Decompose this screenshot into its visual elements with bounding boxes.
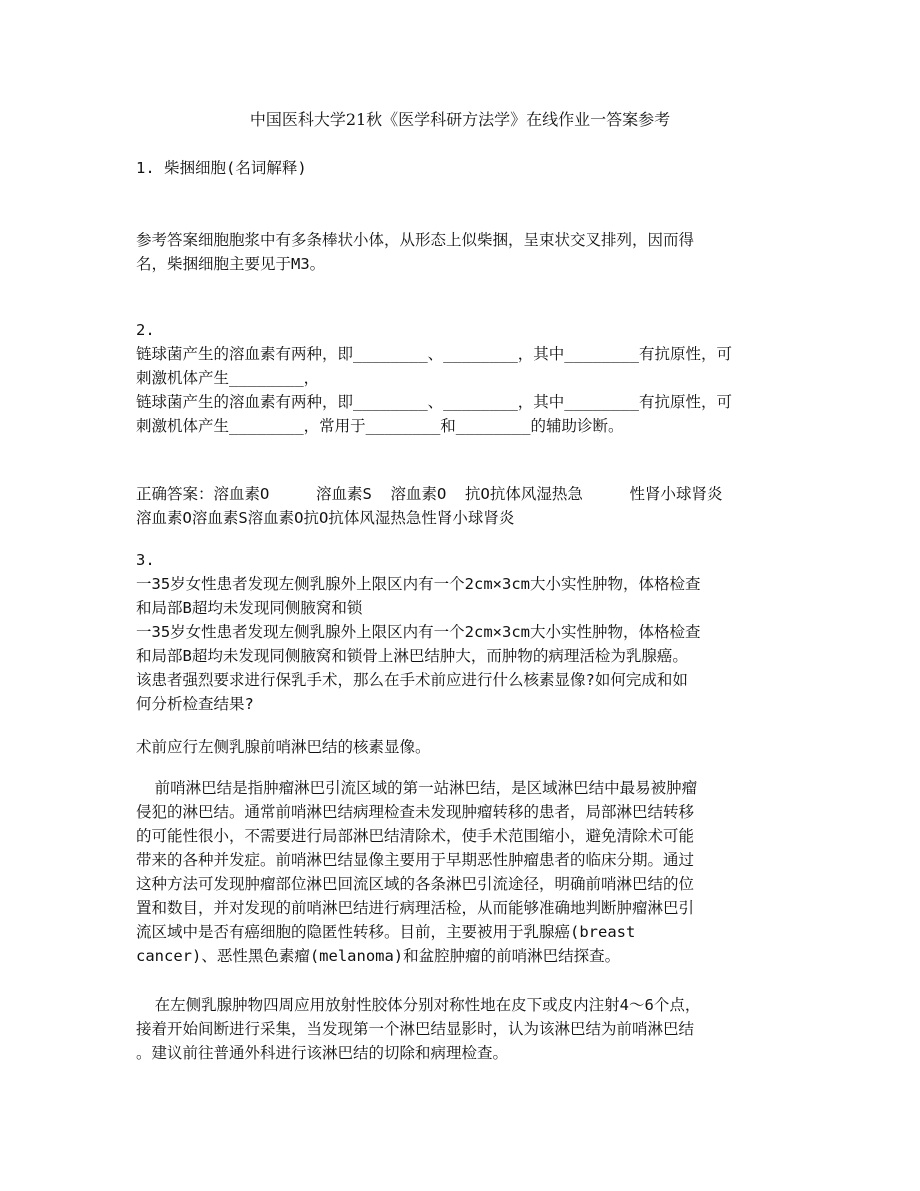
q1-question	[136, 156, 786, 180]
q3-answer-line: 的可能性很小，不需要进行局部淋巴结清除术，使手术范围缩小，避免清除术可能	[136, 827, 695, 845]
document-title: 中国医科大学21秋《医学科研方法学》在线作业一答案参考	[249, 110, 671, 129]
q3-answer-line: 。建议前往普通外科进行该淋巴结的切除和病理检查。	[136, 1044, 509, 1062]
q2-question	[136, 318, 786, 438]
q1-question-text: 1. 柴捆细胞(名词解释)	[136, 159, 307, 177]
q3-answer-summary	[136, 735, 786, 759]
q3-question-line: 和局部B超均未发现同侧腋窝和锁	[136, 599, 363, 617]
q3-answer-line: 在左侧乳腺肿物四周应用放射性胶体分别对称性地在皮下或皮内注射4～6个点，	[136, 996, 701, 1014]
q1-answer	[136, 228, 786, 276]
q3-answer-line: 术前应行左侧乳腺前哨淋巴结的核素显像。	[136, 738, 431, 756]
q2-answer	[136, 482, 786, 530]
q3-question-line: 何分析检查结果?	[136, 695, 254, 713]
q3-answer-line: 带来的各种并发症。前哨淋巴结显像主要用于早期恶性肿瘤患者的临床分期。通过	[136, 851, 695, 869]
q3-answer-line: 这种方法可发现肿瘤部位淋巴回流区域的各条淋巴引流途径，明确前哨淋巴结的位	[136, 875, 695, 893]
q3-question-line: 该患者强烈要求进行保乳手术，那么在手术前应进行什么核素显像?如何完成和如	[136, 671, 688, 689]
q3-question-line: 一35岁女性患者发现左侧乳腺外上限区内有一个2cm×3cm大小实性肿物，体格检查	[136, 623, 701, 641]
q3-answer-line: cancer)、恶性黑色素瘤(melanoma)和盆腔肿瘤的前哨淋巴结探查。	[136, 947, 621, 965]
q2-answer-line: 正确答案：溶血素O 溶血素S 溶血素O 抗O抗体风湿热急 性肾小球肾炎	[136, 485, 723, 503]
q1-answer-line: 参考答案细胞胞浆中有多条棒状小体，从形态上似柴捆，呈束状交叉排列，因而得	[136, 231, 695, 249]
q3-answer-line: 接着开始间断进行采集，当发现第一个淋巴结显影时，认为该淋巴结为前哨淋巴结	[136, 1020, 695, 1038]
q2-question-line: 刺激机体产生________，常用于________和________的辅助诊断。	[136, 417, 624, 435]
q3-answer-procedure	[136, 993, 786, 1065]
q3-question	[136, 548, 786, 716]
q3-answer-line: 侵犯的淋巴结。通常前哨淋巴结病理检查未发现肿瘤转移的患者，局部淋巴结转移	[136, 803, 695, 821]
q2-number: 2.	[136, 321, 155, 339]
q2-question-line: 链球菌产生的溶血素有两种，即________、________，其中________有抗原性，可	[136, 345, 732, 363]
q3-number: 3.	[136, 551, 155, 569]
q3-answer-line: 置和数目，并对发现的前哨淋巴结进行病理活检，从而能够准确地判断肿瘤淋巴引	[136, 899, 695, 917]
q3-question-line: 和局部B超均未发现同侧腋窝和锁骨上淋巴结肿大，而肿物的病理活检为乳腺癌。	[136, 647, 688, 665]
q3-question-line: 一35岁女性患者发现左侧乳腺外上限区内有一个2cm×3cm大小实性肿物，体格检查	[136, 575, 701, 593]
q2-question-line: 刺激机体产生________，	[136, 369, 320, 387]
q3-answer-explanation	[136, 776, 786, 968]
q2-question-line: 链球菌产生的溶血素有两种，即________、________，其中________有抗原性，可	[136, 393, 732, 411]
q3-answer-line: 前哨淋巴结是指肿瘤淋巴引流区域的第一站淋巴结，是区域淋巴结中最易被肿瘤	[136, 779, 698, 797]
q2-answer-line: 溶血素O溶血素S溶血素O抗O抗体风湿热急性肾小球肾炎	[136, 509, 515, 527]
q1-answer-line: 名，柴捆细胞主要见于M3。	[136, 255, 326, 273]
q3-answer-line: 流区域中是否有癌细胞的隐匿性转移。目前，主要被用于乳腺癌(breast	[136, 923, 636, 941]
